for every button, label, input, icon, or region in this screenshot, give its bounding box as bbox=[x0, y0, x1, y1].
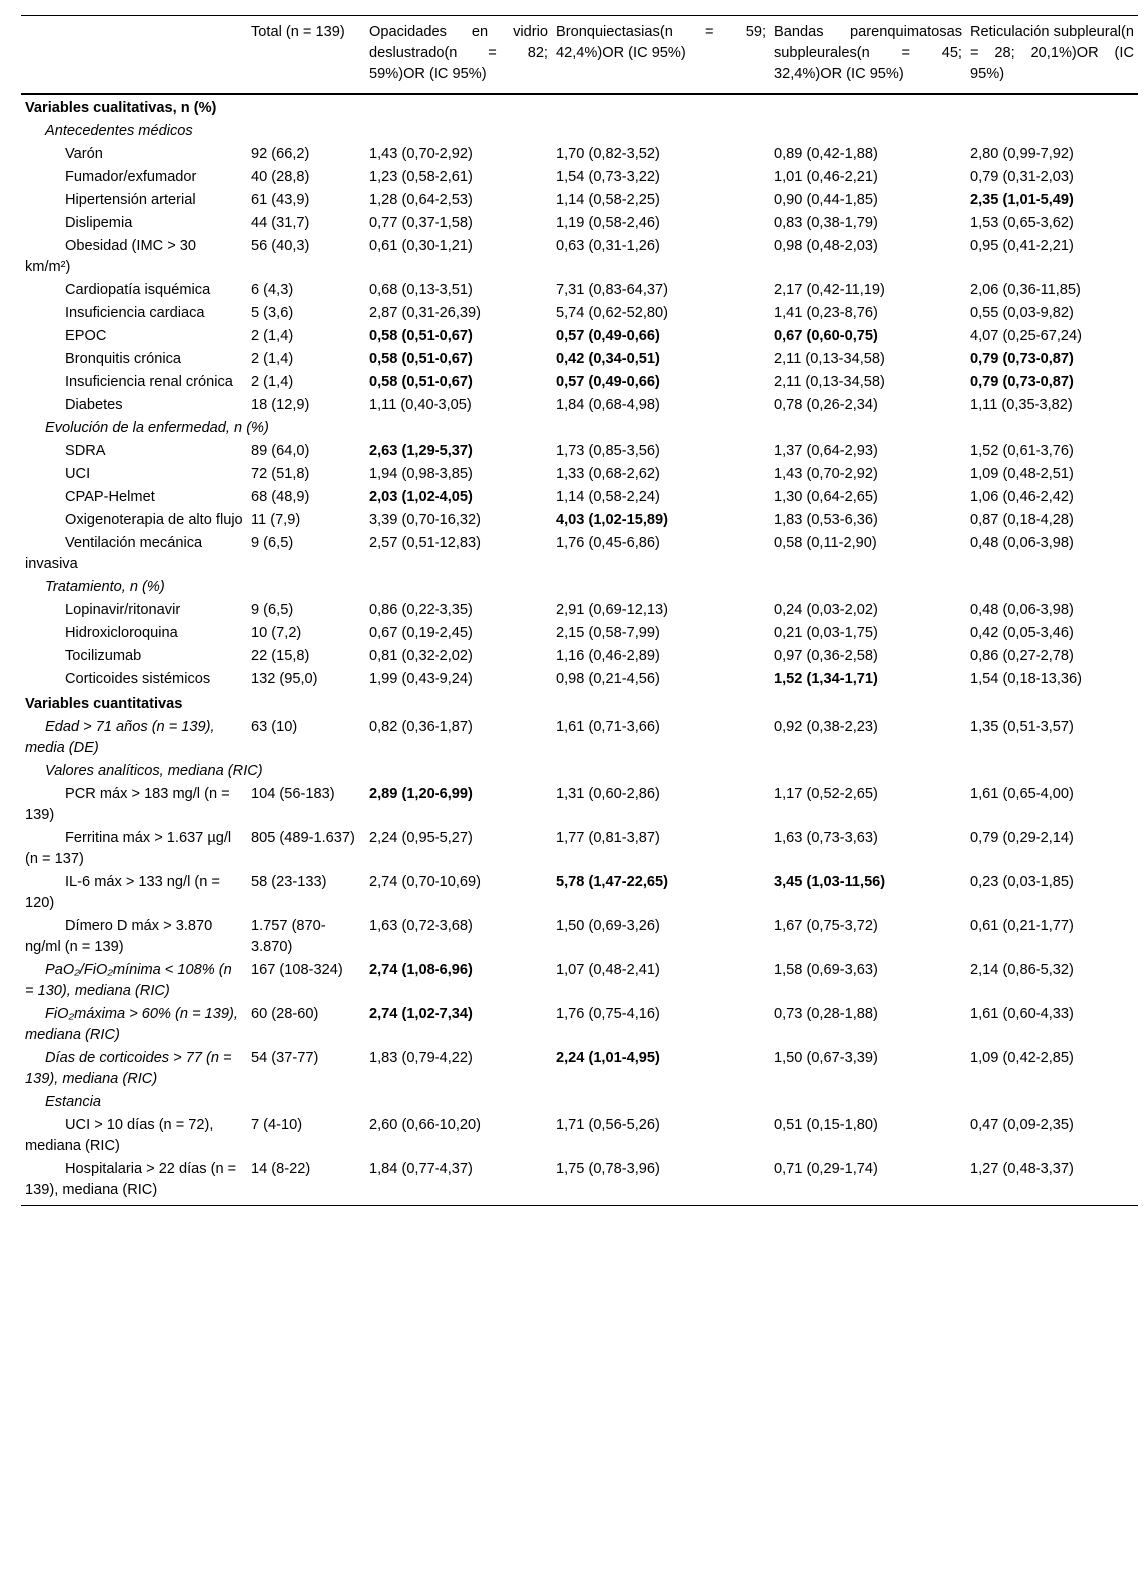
or-cell: 0,98 (0,48-2,03) bbox=[774, 238, 878, 254]
table-row bbox=[21, 279, 1138, 302]
table-row bbox=[21, 509, 1138, 532]
total-cell: 68 (48,9) bbox=[251, 489, 310, 505]
or-cell: 0,79 (0,29-2,14) bbox=[970, 830, 1074, 846]
or-cell: 0,78 (0,26-2,34) bbox=[774, 397, 878, 413]
row-label: UCI bbox=[65, 466, 91, 482]
or-cell: 1,43 (0,70-2,92) bbox=[774, 466, 878, 482]
heading-text: Variables cualitativas, n (%) bbox=[25, 100, 217, 116]
row-label: IL-6 máx > 133 ng/l (n = 120) bbox=[25, 874, 220, 911]
or-cell: 0,79 (0,31-2,03) bbox=[970, 169, 1074, 185]
heading-text: Variables cuantitativas bbox=[25, 696, 183, 712]
or-cell: 0,87 (0,18-4,28) bbox=[970, 512, 1074, 528]
or-cell: 0,67 (0,60-0,75) bbox=[774, 328, 878, 344]
or-cell: 5,74 (0,62-52,80) bbox=[556, 305, 668, 321]
or-cell: 1,84 (0,68-4,98) bbox=[556, 397, 660, 413]
row-label: Tocilizumab bbox=[65, 648, 142, 664]
table-body bbox=[21, 94, 1138, 1206]
row-label: CPAP-Helmet bbox=[65, 489, 155, 505]
table-row bbox=[21, 235, 1138, 279]
or-cell: 1,37 (0,64-2,93) bbox=[774, 443, 878, 459]
total-cell: 92 (66,2) bbox=[251, 146, 310, 162]
or-cell: 2,03 (1,02-4,05) bbox=[369, 489, 473, 505]
or-cell: 1,99 (0,43-9,24) bbox=[369, 671, 473, 687]
or-cell: 2,91 (0,69-12,13) bbox=[556, 602, 668, 618]
total-cell: 5 (3,6) bbox=[251, 305, 294, 321]
table-row bbox=[21, 827, 1138, 871]
or-cell: 0,47 (0,09-2,35) bbox=[970, 1117, 1074, 1133]
or-cell: 1,19 (0,58-2,46) bbox=[556, 215, 660, 231]
group-heading-row bbox=[21, 576, 1138, 599]
group-heading-row bbox=[21, 417, 1138, 440]
or-cell: 0,89 (0,42-1,88) bbox=[774, 146, 878, 162]
or-cell: 0,83 (0,38-1,79) bbox=[774, 215, 878, 231]
or-cell: 1,61 (0,65-4,00) bbox=[970, 786, 1074, 802]
group-heading bbox=[21, 1091, 1138, 1114]
row-label: Oxigenoterapia de alto flujo bbox=[65, 512, 243, 528]
or-cell: 0,98 (0,21-4,56) bbox=[556, 671, 660, 687]
row-label: Ferritina máx > 1.637 µg/l (n = 137) bbox=[25, 830, 232, 867]
or-cell: 2,63 (1,29-5,37) bbox=[369, 443, 473, 459]
table-row bbox=[21, 394, 1138, 417]
or-cell: 0,81 (0,32-2,02) bbox=[369, 648, 473, 664]
row-label: Corticoides sistémicos bbox=[65, 671, 211, 687]
total-cell: 60 (28-60) bbox=[251, 1006, 319, 1022]
total-cell: 61 (43,9) bbox=[251, 192, 310, 208]
total-cell: 6 (4,3) bbox=[251, 282, 294, 298]
or-cell: 1,43 (0,70-2,92) bbox=[369, 146, 473, 162]
total-cell: 132 (95,0) bbox=[251, 671, 318, 687]
heading-text: Evolución de la enfermedad, n (%) bbox=[45, 420, 269, 436]
table-row bbox=[21, 532, 1138, 576]
row-label: Días de corticoides > 77 (n = 139), mediana (RIC) bbox=[25, 1050, 232, 1087]
heading-text: Estancia bbox=[45, 1094, 101, 1110]
total-cell: 167 (108-324) bbox=[251, 962, 343, 978]
row-label: Lopinavir/ritonavir bbox=[65, 602, 181, 618]
or-cell: 1,54 (0,73-3,22) bbox=[556, 169, 660, 185]
table-row bbox=[21, 599, 1138, 622]
or-cell: 0,86 (0,22-3,35) bbox=[369, 602, 473, 618]
table-row bbox=[21, 1003, 1138, 1047]
total-cell: 22 (15,8) bbox=[251, 648, 310, 664]
or-cell: 1,01 (0,46-2,21) bbox=[774, 169, 878, 185]
or-cell: 2,14 (0,86-5,32) bbox=[970, 962, 1074, 978]
header-cell: Reticulación subpleural(n = 28; 20,1%)OR (IC 95%) bbox=[966, 16, 1138, 95]
or-cell: 1,58 (0,69-3,63) bbox=[774, 962, 878, 978]
or-cell: 0,42 (0,34-0,51) bbox=[556, 351, 660, 367]
or-cell: 1,27 (0,48-3,37) bbox=[966, 1158, 1138, 1206]
or-cell: 2,74 (1,08-6,96) bbox=[369, 962, 473, 978]
table-row bbox=[21, 871, 1138, 915]
or-cell: 2,11 (0,13-34,58) bbox=[774, 374, 885, 390]
or-cell: 1,09 (0,48-2,51) bbox=[970, 466, 1074, 482]
total-cell: 10 (7,2) bbox=[251, 625, 302, 641]
row-label: Diabetes bbox=[65, 397, 123, 413]
total-cell: 58 (23-133) bbox=[251, 874, 327, 890]
group-heading bbox=[21, 760, 1138, 783]
total-cell: 44 (31,7) bbox=[251, 215, 310, 231]
row-label: Insuficiencia cardiaca bbox=[65, 305, 205, 321]
or-cell: 0,48 (0,06-3,98) bbox=[970, 535, 1074, 551]
table-row bbox=[21, 959, 1138, 1003]
or-cell: 0,48 (0,06-3,98) bbox=[970, 602, 1074, 618]
or-cell: 3,45 (1,03-11,56) bbox=[774, 874, 886, 890]
or-cell: 2,17 (0,42-11,19) bbox=[774, 282, 885, 298]
or-cell: 1,70 (0,82-3,52) bbox=[556, 146, 660, 162]
or-cell: 7,31 (0,83-64,37) bbox=[556, 282, 668, 298]
row-label: EPOC bbox=[65, 328, 107, 344]
or-cell: 0,97 (0,36-2,58) bbox=[774, 648, 878, 664]
heading-text: Valores analíticos, mediana (RIC) bbox=[45, 763, 263, 779]
header-cell: Total (n = 139) bbox=[247, 16, 365, 95]
total-cell: 11 (7,9) bbox=[251, 512, 301, 528]
table-row bbox=[21, 783, 1138, 827]
heading-text: Antecedentes médicos bbox=[45, 123, 193, 139]
section-heading bbox=[21, 691, 1138, 716]
or-cell: 1,11 (0,35-3,82) bbox=[970, 397, 1073, 413]
or-cell: 0,58 (0,51-0,67) bbox=[369, 328, 473, 344]
or-cell: 1,67 (0,75-3,72) bbox=[774, 918, 878, 934]
or-cell: 0,86 (0,27-2,78) bbox=[970, 648, 1074, 664]
row-label: Fumador/exfumador bbox=[65, 169, 197, 185]
table-row bbox=[21, 348, 1138, 371]
or-cell: 1,73 (0,85-3,56) bbox=[556, 443, 660, 459]
row-label: SDRA bbox=[65, 443, 106, 459]
or-cell: 0,82 (0,36-1,87) bbox=[369, 719, 473, 735]
table-row bbox=[21, 440, 1138, 463]
table-row bbox=[21, 486, 1138, 509]
or-cell: 1,53 (0,65-3,62) bbox=[970, 215, 1074, 231]
or-cell: 2,24 (1,01-4,95) bbox=[556, 1050, 660, 1066]
or-cell: 1,77 (0,81-3,87) bbox=[556, 830, 660, 846]
or-cell: 0,21 (0,03-1,75) bbox=[774, 625, 878, 641]
total-cell: 104 (56-183) bbox=[251, 786, 335, 802]
header-cell bbox=[21, 16, 247, 95]
or-cell: 1,76 (0,75-4,16) bbox=[556, 1006, 660, 1022]
or-cell: 0,51 (0,15-1,80) bbox=[774, 1117, 878, 1133]
heading-text: Tratamiento, n (%) bbox=[45, 579, 165, 595]
total-cell: 2 (1,4) bbox=[251, 374, 294, 390]
row-label: UCI > 10 días (n = 72), mediana (RIC) bbox=[25, 1117, 214, 1154]
or-cell: 1,35 (0,51-3,57) bbox=[970, 719, 1074, 735]
section-heading-row bbox=[21, 691, 1138, 716]
or-cell: 1,83 (0,53-6,36) bbox=[774, 512, 878, 528]
header-cell: Bronquiectasias(n = 59; 42,4%)OR (IC 95%) bbox=[552, 16, 770, 95]
or-cell: 1,54 (0,18-13,36) bbox=[970, 671, 1082, 687]
or-cell: 1,33 (0,68-2,62) bbox=[556, 466, 660, 482]
or-cell: 1,63 (0,72-3,68) bbox=[369, 918, 473, 934]
or-cell: 1,11 (0,40-3,05) bbox=[369, 397, 472, 413]
or-cell: 1,83 (0,79-4,22) bbox=[369, 1050, 473, 1066]
total-cell: 9 (6,5) bbox=[251, 535, 294, 551]
total-cell: 2 (1,4) bbox=[251, 351, 294, 367]
row-label: Dislipemia bbox=[65, 215, 133, 231]
or-cell: 2,35 (1,01-5,49) bbox=[970, 192, 1074, 208]
or-cell: 1,63 (0,73-3,63) bbox=[774, 830, 878, 846]
table-row bbox=[21, 1158, 1138, 1206]
or-cell: 0,73 (0,28-1,88) bbox=[774, 1006, 878, 1022]
or-cell: 0,58 (0,51-0,67) bbox=[369, 351, 473, 367]
total-cell: 2 (1,4) bbox=[251, 328, 294, 344]
or-cell: 1,31 (0,60-2,86) bbox=[556, 786, 660, 802]
or-cell: 0,92 (0,38-2,23) bbox=[774, 719, 878, 735]
or-cell: 1,50 (0,69-3,26) bbox=[556, 918, 660, 934]
row-label: Edad > 71 años (n = 139), media (DE) bbox=[25, 719, 215, 756]
or-cell: 1,28 (0,64-2,53) bbox=[369, 192, 473, 208]
or-cell: 0,90 (0,44-1,85) bbox=[774, 192, 878, 208]
or-cell: 1,61 (0,60-4,33) bbox=[970, 1006, 1074, 1022]
total-cell: 1.757 (870-3.870) bbox=[251, 918, 326, 955]
or-cell: 1,41 (0,23-8,76) bbox=[774, 305, 878, 321]
total-cell: 54 (37-77) bbox=[251, 1050, 319, 1066]
table-row bbox=[21, 463, 1138, 486]
group-heading bbox=[21, 576, 1138, 599]
row-label: PaO₂/FiO₂mínima < 108% (n = 130), mediana (RIC) bbox=[25, 962, 232, 999]
or-cell: 1,76 (0,45-6,86) bbox=[556, 535, 660, 551]
header-row bbox=[21, 16, 1138, 95]
row-label: Hospitalaria > 22 días (n = 139), mediana (RIC) bbox=[21, 1158, 247, 1206]
or-cell: 1,07 (0,48-2,41) bbox=[556, 962, 660, 978]
row-label: Dímero D máx > 3.870 ng/ml (n = 139) bbox=[25, 918, 213, 955]
total-cell: 63 (10) bbox=[251, 719, 298, 735]
or-cell: 2,60 (0,66-10,20) bbox=[369, 1117, 481, 1133]
or-cell: 0,42 (0,05-3,46) bbox=[970, 625, 1074, 641]
row-label: Insuficiencia renal crónica bbox=[65, 374, 233, 390]
or-cell: 0,57 (0,49-0,66) bbox=[556, 374, 660, 390]
total-cell: 18 (12,9) bbox=[251, 397, 310, 413]
or-cell: 0,55 (0,03-9,82) bbox=[970, 305, 1074, 321]
or-cell: 0,77 (0,37-1,58) bbox=[369, 215, 473, 231]
or-cell: 1,50 (0,67-3,39) bbox=[774, 1050, 878, 1066]
or-cell: 2,06 (0,36-11,85) bbox=[970, 282, 1081, 298]
or-cell: 1,71 (0,56-5,26) bbox=[556, 1117, 660, 1133]
total-cell: 14 (8-22) bbox=[247, 1158, 365, 1206]
total-cell: 9 (6,5) bbox=[251, 602, 294, 618]
or-cell: 1,06 (0,46-2,42) bbox=[970, 489, 1074, 505]
group-heading-row bbox=[21, 1091, 1138, 1114]
or-cell: 2,80 (0,99-7,92) bbox=[970, 146, 1074, 162]
or-cell: 0,57 (0,49-0,66) bbox=[556, 328, 660, 344]
row-label: Hipertensión arterial bbox=[65, 192, 196, 208]
results-table bbox=[21, 15, 1138, 1206]
group-heading-row bbox=[21, 120, 1138, 143]
or-cell: 3,39 (0,70-16,32) bbox=[369, 512, 481, 528]
or-cell: 1,52 (0,61-3,76) bbox=[970, 443, 1074, 459]
or-cell: 0,71 (0,29-1,74) bbox=[770, 1158, 966, 1206]
header-cell: Opacidades en vidrio deslustrado(n = 82; 59%)OR (IC 95%) bbox=[365, 16, 552, 95]
or-cell: 0,61 (0,30-1,21) bbox=[369, 238, 473, 254]
or-cell: 4,03 (1,02-15,89) bbox=[556, 512, 668, 528]
table-row bbox=[21, 166, 1138, 189]
or-cell: 0,68 (0,13-3,51) bbox=[369, 282, 473, 298]
table-row bbox=[21, 645, 1138, 668]
or-cell: 1,14 (0,58-2,24) bbox=[556, 489, 660, 505]
table-row bbox=[21, 143, 1138, 166]
or-cell: 1,09 (0,42-2,85) bbox=[970, 1050, 1074, 1066]
table-row bbox=[21, 189, 1138, 212]
or-cell: 0,23 (0,03-1,85) bbox=[970, 874, 1074, 890]
or-cell: 5,78 (1,47-22,65) bbox=[556, 874, 668, 890]
table-row bbox=[21, 325, 1138, 348]
or-cell: 2,24 (0,95-5,27) bbox=[369, 830, 473, 846]
or-cell: 2,15 (0,58-7,99) bbox=[556, 625, 660, 641]
or-cell: 4,07 (0,25-67,24) bbox=[970, 328, 1082, 344]
or-cell: 1,84 (0,77-4,37) bbox=[365, 1158, 552, 1206]
table-row bbox=[21, 371, 1138, 394]
or-cell: 1,75 (0,78-3,96) bbox=[552, 1158, 770, 1206]
table-row bbox=[21, 1114, 1138, 1158]
row-label: Obesidad (IMC > 30 km/m²) bbox=[25, 238, 197, 275]
group-heading bbox=[21, 417, 1138, 440]
or-cell: 2,11 (0,13-34,58) bbox=[774, 351, 885, 367]
total-cell: 72 (51,8) bbox=[251, 466, 310, 482]
table-row bbox=[21, 716, 1138, 760]
table-row bbox=[21, 622, 1138, 645]
total-cell: 56 (40,3) bbox=[251, 238, 310, 254]
or-cell: 1,14 (0,58-2,25) bbox=[556, 192, 660, 208]
or-cell: 1,17 (0,52-2,65) bbox=[774, 786, 878, 802]
or-cell: 1,52 (1,34-1,71) bbox=[774, 671, 878, 687]
or-cell: 2,74 (0,70-10,69) bbox=[369, 874, 481, 890]
or-cell: 2,89 (1,20-6,99) bbox=[369, 786, 473, 802]
or-cell: 2,74 (1,02-7,34) bbox=[369, 1006, 473, 1022]
or-cell: 1,94 (0,98-3,85) bbox=[369, 466, 473, 482]
section-heading-row bbox=[21, 94, 1138, 120]
or-cell: 1,61 (0,71-3,66) bbox=[556, 719, 660, 735]
or-cell: 0,95 (0,41-2,21) bbox=[970, 238, 1074, 254]
or-cell: 0,63 (0,31-1,26) bbox=[556, 238, 660, 254]
or-cell: 0,79 (0,73-0,87) bbox=[970, 374, 1074, 390]
section-heading bbox=[21, 94, 1138, 120]
or-cell: 0,58 (0,51-0,67) bbox=[369, 374, 473, 390]
total-cell: 805 (489-1.637) bbox=[251, 830, 355, 846]
table-row bbox=[21, 915, 1138, 959]
or-cell: 1,16 (0,46-2,89) bbox=[556, 648, 660, 664]
table-row bbox=[21, 212, 1138, 235]
or-cell: 0,61 (0,21-1,77) bbox=[970, 918, 1074, 934]
row-label: FiO₂máxima > 60% (n = 139), mediana (RIC) bbox=[25, 1006, 238, 1043]
row-label: Bronquitis crónica bbox=[65, 351, 181, 367]
table-row bbox=[21, 1047, 1138, 1091]
total-cell: 40 (28,8) bbox=[251, 169, 310, 185]
table-row bbox=[21, 302, 1138, 325]
or-cell: 2,87 (0,31-26,39) bbox=[369, 305, 481, 321]
row-label: Varón bbox=[65, 146, 103, 162]
or-cell: 0,24 (0,03-2,02) bbox=[774, 602, 878, 618]
row-label: Hidroxicloroquina bbox=[65, 625, 178, 641]
group-heading-row bbox=[21, 760, 1138, 783]
total-cell: 7 (4-10) bbox=[251, 1117, 303, 1133]
or-cell: 1,23 (0,58-2,61) bbox=[369, 169, 473, 185]
or-cell: 1,30 (0,64-2,65) bbox=[774, 489, 878, 505]
table-row bbox=[21, 668, 1138, 691]
row-label: Ventilación mecánica invasiva bbox=[25, 535, 203, 572]
or-cell: 0,67 (0,19-2,45) bbox=[369, 625, 473, 641]
or-cell: 0,79 (0,73-0,87) bbox=[970, 351, 1074, 367]
or-cell: 2,57 (0,51-12,83) bbox=[369, 535, 481, 551]
header-cell: Bandas parenquimatosas subpleurales(n = 45; 32,4%)OR (IC 95%) bbox=[770, 16, 966, 95]
total-cell: 89 (64,0) bbox=[251, 443, 310, 459]
group-heading bbox=[21, 120, 1138, 143]
or-cell: 0,58 (0,11-2,90) bbox=[774, 535, 877, 551]
row-label: PCR máx > 183 mg/l (n = 139) bbox=[25, 786, 230, 823]
row-label: Cardiopatía isquémica bbox=[65, 282, 211, 298]
